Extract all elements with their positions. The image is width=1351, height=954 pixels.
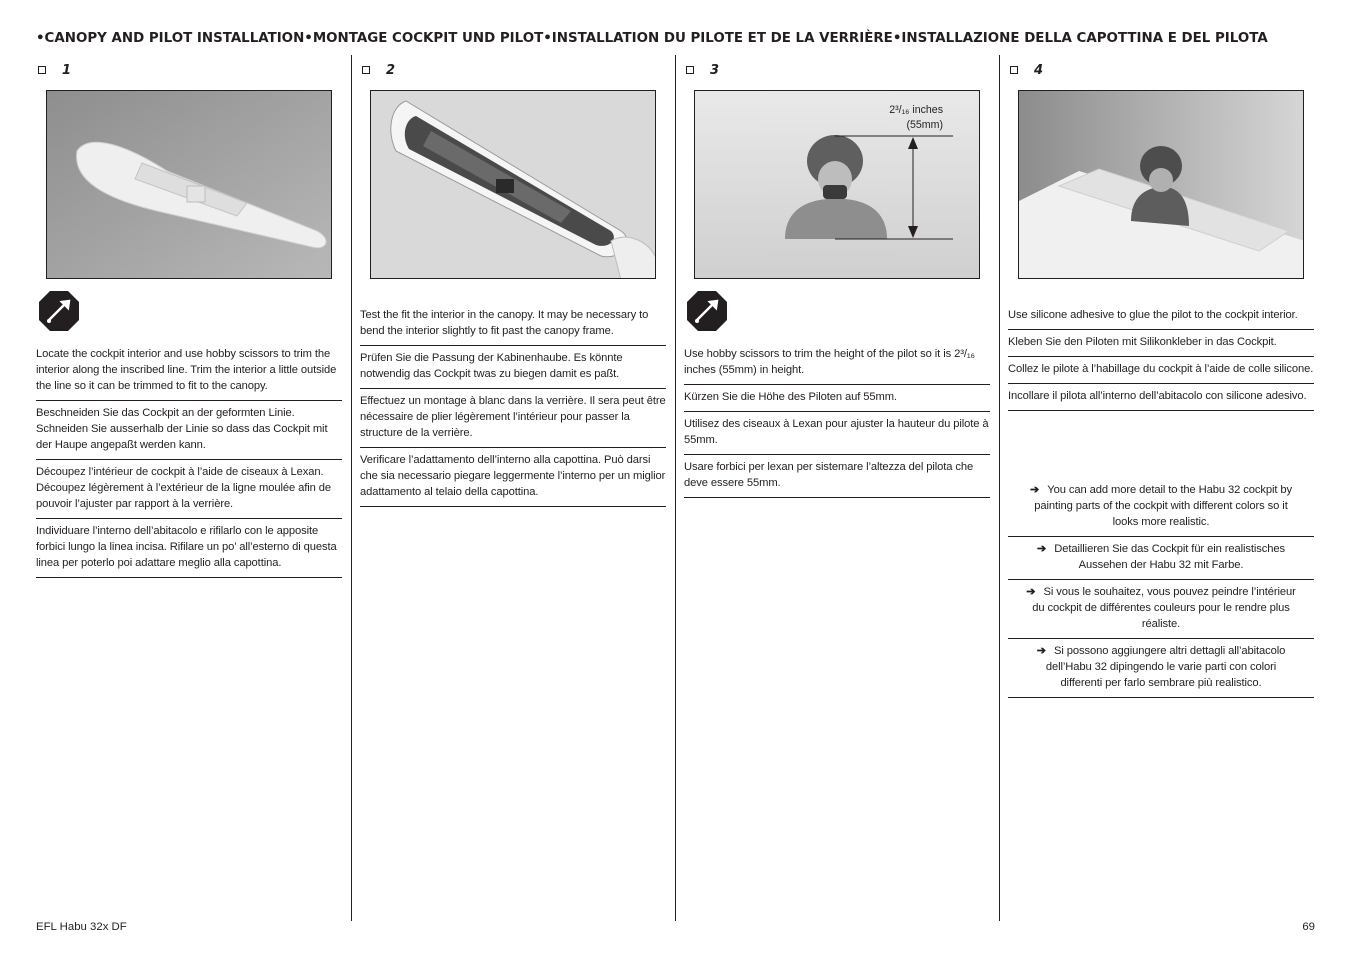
tip-en: ➔ You can add more detail to the Habu 32 cockpit by painting parts of the cockpit with different colors so it looks more realistic.: [1008, 478, 1314, 537]
instruction-en: Test the fit the interior in the canopy. It may be necessary to bend the interior slightly to fit past the canopy frame.: [360, 303, 666, 346]
column-divider: [999, 55, 1000, 921]
column-divider: [675, 55, 676, 921]
arrow-right-icon: ➔: [1030, 484, 1040, 496]
product-name: EFL Habu 32x DF: [36, 921, 127, 933]
step-1-number: 1: [62, 62, 72, 78]
page-number: 69: [1302, 921, 1315, 933]
instruction-fr: Effectuez un montage à blanc dans la verrière. Il sera peut être nécessaire de plier légèrement l’intérieur pour passer la structure de la verrière.: [360, 389, 666, 448]
step-4-number: 4: [1034, 62, 1044, 78]
step-3-checkbox[interactable]: [686, 66, 694, 74]
step-4-instructions: [1008, 303, 1314, 411]
step-4-header: [1008, 60, 1314, 80]
instruction-en: Use silicone adhesive to glue the pilot to the cockpit interior.: [1008, 303, 1314, 330]
step-3-photo: [694, 90, 980, 279]
column-divider: [351, 55, 352, 921]
page-title: •CANOPY AND PILOT INSTALLATION•MONTAGE COCKPIT UND PILOT•INSTALLATION DU PILOTE ET DE LA VERRIÈRE•INSTALLAZIONE DELLA CAPOTTINA E DEL PILOTA: [36, 31, 1268, 46]
instruction-fr: Utilisez des ciseaux à Lexan pour ajuster la hauteur du pilote à 55mm.: [684, 412, 990, 455]
instruction-it: Individuare l’interno dell’abitacolo e rifilarlo con le apposite forbici lungo la linea incisa. Rifilare un po’ all’esterno di questa linea per poterlo poi adattare meglio alla capottina.: [36, 519, 342, 578]
step-2-photo: [370, 90, 656, 279]
instruction-de: Prüfen Sie die Passung der Kabinenhaube. Es könnte notwendig das Cockpit twas zu biegen damit es paßt.: [360, 346, 666, 389]
instruction-de: Beschneiden Sie das Cockpit an der geformten Linie. Schneiden Sie ausserhalb der Linie so dass das Cockpit mit der Haupe angepaßt werden kann.: [36, 401, 342, 460]
step-1-instructions: [36, 342, 342, 578]
tip-fr: ➔ Si vous le souhaitez, vous pouvez peindre l’intérieur du cockpit de différentes couleurs pour le rendre plus réaliste.: [1008, 580, 1314, 639]
instruction-en: Use hobby scissors to trim the height of the pilot so it is 2³/₁₆ inches (55mm) in height.: [684, 342, 990, 385]
step-1-header: [36, 60, 342, 80]
instruction-fr: Découpez l’intérieur de cockpit à l’aide de ciseaux à Lexan. Découpez légèrement à l’extérieur de la ligne moulée afin de pouvoir l’ajuster par rapport à la verrière.: [36, 460, 342, 519]
hobby-scissors-icon: [38, 290, 80, 332]
instruction-de: Kürzen Sie die Höhe des Piloten auf 55mm.: [684, 385, 990, 412]
instruction-de: Kleben Sie den Piloten mit Silikonkleber in das Cockpit.: [1008, 330, 1314, 357]
tip-de: ➔ Detaillieren Sie das Cockpit für ein realistisches Aussehen der Habu 32 mit Farbe.: [1008, 537, 1314, 580]
step-3-instructions: [684, 342, 990, 498]
step-1-checkbox[interactable]: [38, 66, 46, 74]
step-1-photo: [46, 90, 332, 279]
arrow-right-icon: ➔: [1036, 645, 1046, 657]
step-2-checkbox[interactable]: [362, 66, 370, 74]
step-4-photo: [1018, 90, 1304, 279]
step-1-column: [36, 60, 342, 569]
instruction-fr: Collez le pilote à l’habillage du cockpit à l’aide de colle silicone.: [1008, 357, 1314, 384]
step-2-number: 2: [386, 62, 396, 78]
height-dimension-label: 2³/₁₆ inches (55mm): [889, 104, 943, 131]
step-2-header: [360, 60, 666, 80]
hobby-scissors-icon: [686, 290, 728, 332]
tip-it: ➔ Si possono aggiungere altri dettagli all’abitacolo dell’Habu 32 dipingendo le varie parti con colori differenti per farlo sembrare più realistico.: [1008, 639, 1314, 698]
instruction-it: Verificare l’adattamento dell’interno alla capottina. Può darsi che sia necessario piegare leggermente l’interno per un miglior adattamento al telaio della capottina.: [360, 448, 666, 507]
instruction-it: Usare forbici per lexan per sistemare l’altezza del pilota che deve essere 55mm.: [684, 455, 990, 498]
step-3-column: [684, 60, 990, 489]
instruction-en: Locate the cockpit interior and use hobby scissors to trim the interior along the inscribed line. Trim the interior a little outside the line so it can be trimmed to fit to the canopy.: [36, 342, 342, 401]
step-4-tips: [1008, 478, 1314, 698]
step-3-number: 3: [710, 62, 720, 78]
instruction-it: Incollare il pilota all’interno dell’abitacolo con silicone adesivo.: [1008, 384, 1314, 411]
step-2-column: [360, 60, 666, 498]
arrow-right-icon: ➔: [1026, 586, 1036, 598]
step-4-checkbox[interactable]: [1010, 66, 1018, 74]
step-2-instructions: [360, 303, 666, 507]
step-4-column: [1008, 60, 1314, 689]
step-3-header: [684, 60, 990, 80]
arrow-right-icon: ➔: [1037, 543, 1047, 555]
